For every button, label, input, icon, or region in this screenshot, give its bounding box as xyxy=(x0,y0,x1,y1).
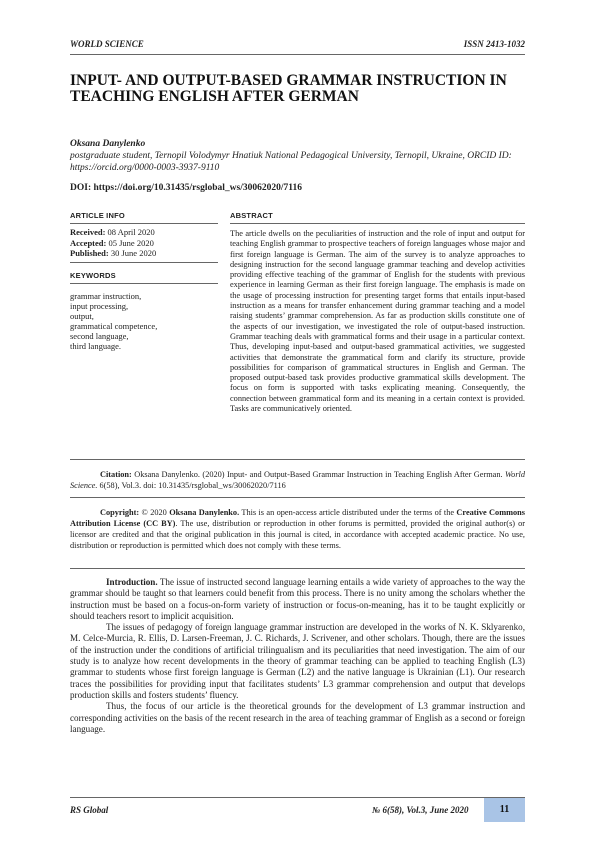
keywords-heading: KEYWORDS xyxy=(70,267,218,284)
abstract-heading: ABSTRACT xyxy=(230,207,525,224)
keyword-item: third language. xyxy=(70,340,121,351)
accepted-date: Accepted: 05 June 2020 xyxy=(70,237,154,248)
publisher-name: RS Global xyxy=(70,805,109,815)
keyword-item: second language, xyxy=(70,330,129,341)
citation-rule-bottom xyxy=(70,497,525,498)
journal-name: WORLD SCIENCE xyxy=(70,39,144,49)
article-body xyxy=(70,577,525,735)
citation-rule-top xyxy=(70,459,525,460)
copyright-rule xyxy=(70,568,525,569)
page-number: 11 xyxy=(484,798,525,822)
published-date: Published: 30 June 2020 xyxy=(70,248,157,258)
body-paragraph: The issues of pedagogy of foreign language grammar instruction are developed in the works of N. K. Sklyarenko, M. Celce-Murcia, R. Ellis, D. Larsen-Freeman, J. C. Richards, J. Scrivener, and other scholars. Though, there are the issues of the instruction under the conditions of artificial trilingualism and its peculiarities that need investigation. The aim of our study is to analyze how recent developments in the theory of grammar teaching can be applied to teaching English (L3) grammar to students whose first foreign language is German (L2) and the native language is Ukrainian (L1). Our research traces the possibilities for providing input that facilitates students’ L3 grammar comprehension and output that develops production skills and fosters students’ fluency. xyxy=(70,622,525,700)
issue-info: № 6(58), Vol.3, June 2020 xyxy=(372,805,469,815)
license-link[interactable]: Creative Commons Attribution License (CC BY) xyxy=(70,508,526,528)
abstract-column xyxy=(230,207,525,414)
keyword-item: input processing, xyxy=(70,300,129,311)
article-title: INPUT- AND OUTPUT-BASED GRAMMAR INSTRUCTION IN TEACHING ENGLISH AFTER GERMAN xyxy=(70,72,507,105)
keyword-item: output, xyxy=(70,310,94,321)
body-paragraph: Thus, the focus of our article is the theoretical grounds for the development of L3 grammar instruction and corresponding activities on the basis of the recent research in the area of teaching grammar of English as a second or foreign language. xyxy=(70,701,525,734)
copyright-block: Copyright: © 2020 Oksana Danylenko. This is an open-access article distributed under the terms of the Creative Commons Attribution License (CC BY). The use, distribution or reproduction in other forums is permitted, provided the original author(s) or licensor are credited and that the original publication in this journal is cited, in accordance with accepted academic practice. No use, distribution or reproduction is permitted which does not comply with these terms. xyxy=(70,508,526,550)
header-rule xyxy=(70,54,525,55)
abstract-text: The article dwells on the peculiarities of instruction and the role of input and output for teaching English grammar to prospective teachers of foreign languages whose major and first foreign language is German. The aim of the survey is to analyze approaches to designing instruction for the second language grammar teaching and develop activities providing effective teaching of the grammar of English for the students with previous experience in learning German as their first foreign language. The emphasis is made on the usage of processing instruction for presenting target forms that entails input-based instruction as a means for transfer enhancement during grammar teaching and a model raising students’ grammar comprehension. As far as production skills constitute one of the aspects of our investigation, we investigated the role of output-based instruction. Grammar teaching deals with grammatical forms and their usage in a particular context. Thus, developing input-based and output-based grammatical activities, we suggested activities that demonstrate the grammatical form and clarify its structure, provide possibilities for comparison of grammatical structures in English and German. The proposed output-based task provides productive grammatical skills development. The focus on form is supported with tasks explicating meaning. Consequently, the connection between grammatical form and its meaning in a certain context is provided. Tasks are communicatively oriented. xyxy=(230,229,525,414)
received-date: Received: 08 April 2020 xyxy=(70,227,155,237)
footer-rule xyxy=(70,797,525,798)
author-affiliation: postgraduate student, Ternopil Volodymyr Hnatiuk National Pedagogical University, Ternopil, Ukraine, ORCID ID: https://orcid.org/0000-0003-3937-9110 xyxy=(70,151,512,173)
keywords-list xyxy=(70,291,218,351)
author-name: Oksana Danylenko xyxy=(70,139,146,149)
body-paragraph-intro: Introduction. The issue of instructed second language learning entails a wide variety of approaches to the way the grammar should be taught so that learners could benefit from this process. There is no unity among the scholars whether the instruction must be based on a focus-on-form variety of instruction or focus-on-meaning, has it to be taught explicitly or should teachers resort to implicit acquisition. xyxy=(70,577,525,621)
running-header xyxy=(70,39,525,53)
article-dates xyxy=(70,224,218,263)
keyword-item: grammatical competence, xyxy=(70,320,158,331)
keyword-item: grammar instruction, xyxy=(70,290,142,301)
issn: ISSN 2413-1032 xyxy=(463,39,525,49)
article-info-heading: ARTICLE INFO xyxy=(70,207,218,224)
doi-link[interactable]: DOI: https://doi.org/10.31435/rsglobal_ws/30062020/7116 xyxy=(70,183,302,193)
citation-block: Citation: Oksana Danylenko. (2020) Input- and Output-Based Grammar Instruction in Teaching English After German. World Science. 6(58), Vol.3. doi: 10.31435/rsglobal_ws/30062020/7116 xyxy=(70,470,525,490)
article-info-column xyxy=(70,207,218,351)
